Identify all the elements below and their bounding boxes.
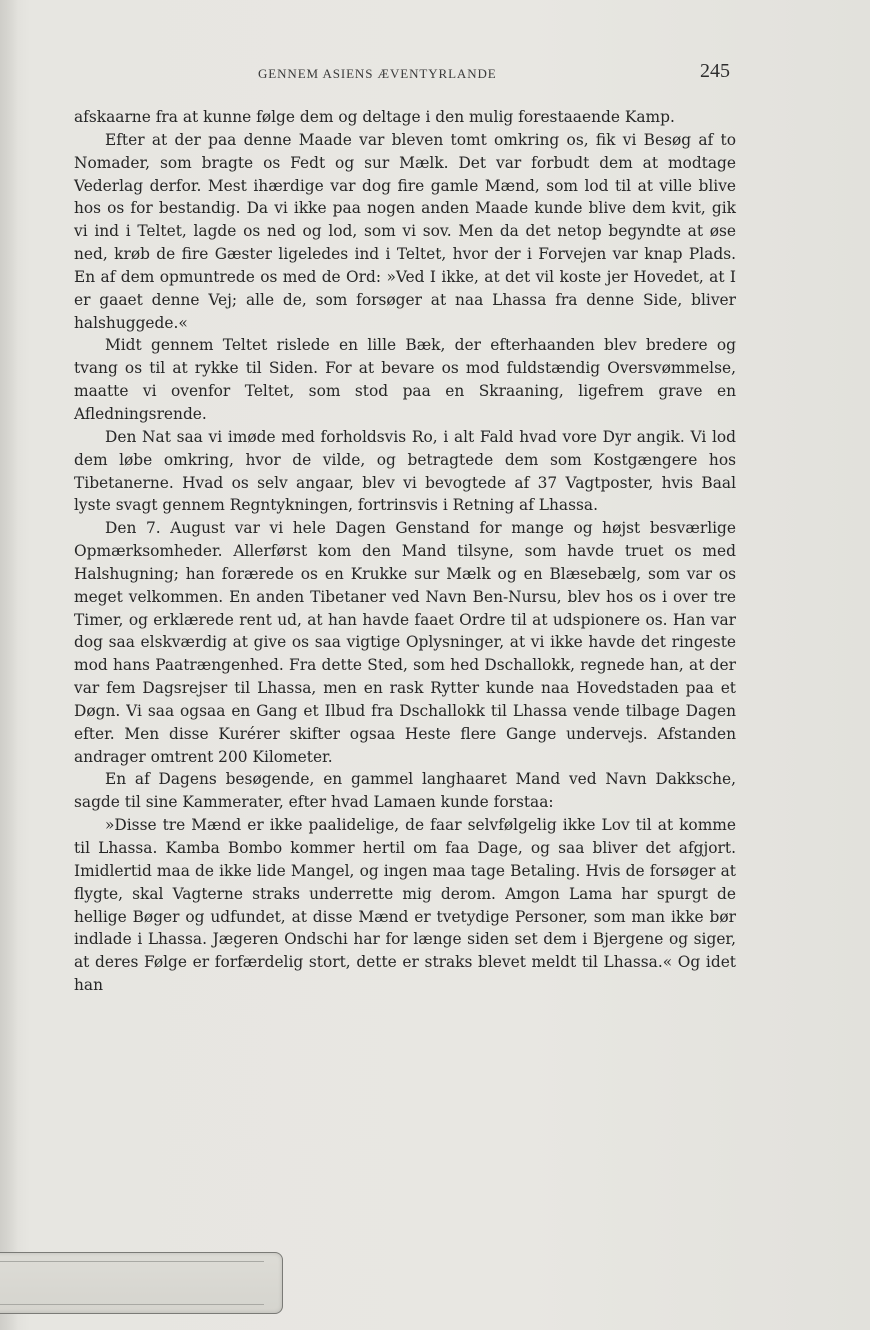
- page-number: 245: [700, 60, 730, 82]
- paragraph: En af Dagens besøgende, en gammel langhaaret Mand ved Navn Dakksche, sagde til sine Kammerater, efter hvad Lamaen kunde forstaa:: [74, 770, 736, 812]
- paragraph: »Disse tre Mænd er ikke paalidelige, de faar selvfølgelig ikke Lov til at komme til Lhassa. Kamba Bombo kommer hertil om faa Dage, og saa bliver det afgjort. Imidlertid maa de ikke lide Mangel, og ingen maa tage Betaling. Hvis de forsøger at flygte, skal Vagterne straks underrette mig derom. Amgon Lama har spurgt de hellige Bøger og udfundet, at disse Mænd er tvetydige Personer, som man ikke bør indlade i Lhassa. Jægeren Ondschi har for længe siden set dem i Bjergene og siger, at deres Følge er forfærdelig stort, dette er straks blevet meldt til Lhassa.« Og idet han: [74, 816, 736, 995]
- paragraph: afskaarne fra at kunne følge dem og deltage i den mulig forestaaende Kamp.: [74, 108, 675, 126]
- page-header: [0, 60, 870, 86]
- library-label-stamp: [0, 1252, 283, 1314]
- running-head: GENNEM ASIENS ÆVENTYRLANDE: [258, 66, 497, 81]
- body-text: [74, 106, 736, 997]
- paragraph: Midt gennem Teltet rislede en lille Bæk, der efterhaanden blev bredere og tvang os til at rykke til Siden. For at bevare os mod fuldstændig Oversvømmelse, maatte vi ovenfor Teltet, som stod paa en Skraaning, ligefrem grave en Afledningsrende.: [74, 336, 736, 423]
- library-label-inner: [0, 1261, 264, 1305]
- paragraph: Den 7. August var vi hele Dagen Genstand for mange og højst besværlige Opmærksomheder. Allerførst kom den Mand tilsyne, som havde truet os med Halshugning; han forærede os en Krukke sur Mælk og en Blæsebælg, som var os meget velkommen. En anden Tibetaner ved Navn Ben-Nursu, blev hos os i over tre Timer, og erklærede rent ud, at han havde faaet Ordre til at udspionere os. Han var dog saa elskværdig at give os saa vigtige Oplysninger, at vi ikke havde det ringeste mod hans Paatrængenhed. Fra dette Sted, som hed Dschallokk, regnede han, at der var fem Dagsrejser til Lhassa, men en rask Rytter kunde naa Hovedstaden paa et Døgn. Vi saa ogsaa en Gang et Ilbud fra Dschallokk til Lhassa vende tilbage Dagen efter. Men disse Kurérer skifter ogsaa Heste flere Gange undervejs. Afstanden andrager omtrent 200 Kilometer.: [74, 519, 736, 766]
- paragraph: Efter at der paa denne Maade var bleven tomt omkring os, fik vi Besøg af to Nomader, som bragte os Fedt og sur Mælk. Det var forbudt dem at modtage Vederlag derfor. Mest ihærdige var dog fire gamle Mænd, som lod til at ville blive hos os for bestandig. Da vi ikke paa nogen anden Maade kunde blive dem kvit, gik vi ind i Teltet, lagde os ned og lod, som vi sov. Men da det netop begyndte at øse ned, krøb de fire Gæster ligeledes ind i Teltet, hvor der i Forvejen var knap Plads. En af dem opmuntrede os med de Ord: »Ved I ikke, at det vil koste jer Hovedet, at I er gaaet denne Vej; alle de, som forsøger at naa Lhassa fra denne Side, bliver halshuggede.«: [74, 130, 736, 332]
- paragraph: Den Nat saa vi imøde med forholdsvis Ro, i alt Fald hvad vore Dyr angik. Vi lod dem løbe omkring, hvor de vilde, og betragtede dem som Kostgængere hos Tibetanerne. Hvad os selv angaar, blev vi bevogtede af 37 Vagtposter, hvis Baal lyste svagt gennem Regntykningen, fortrinsvis i Retning af Lhassa.: [74, 427, 736, 515]
- page-gutter-shadow: [0, 0, 18, 1330]
